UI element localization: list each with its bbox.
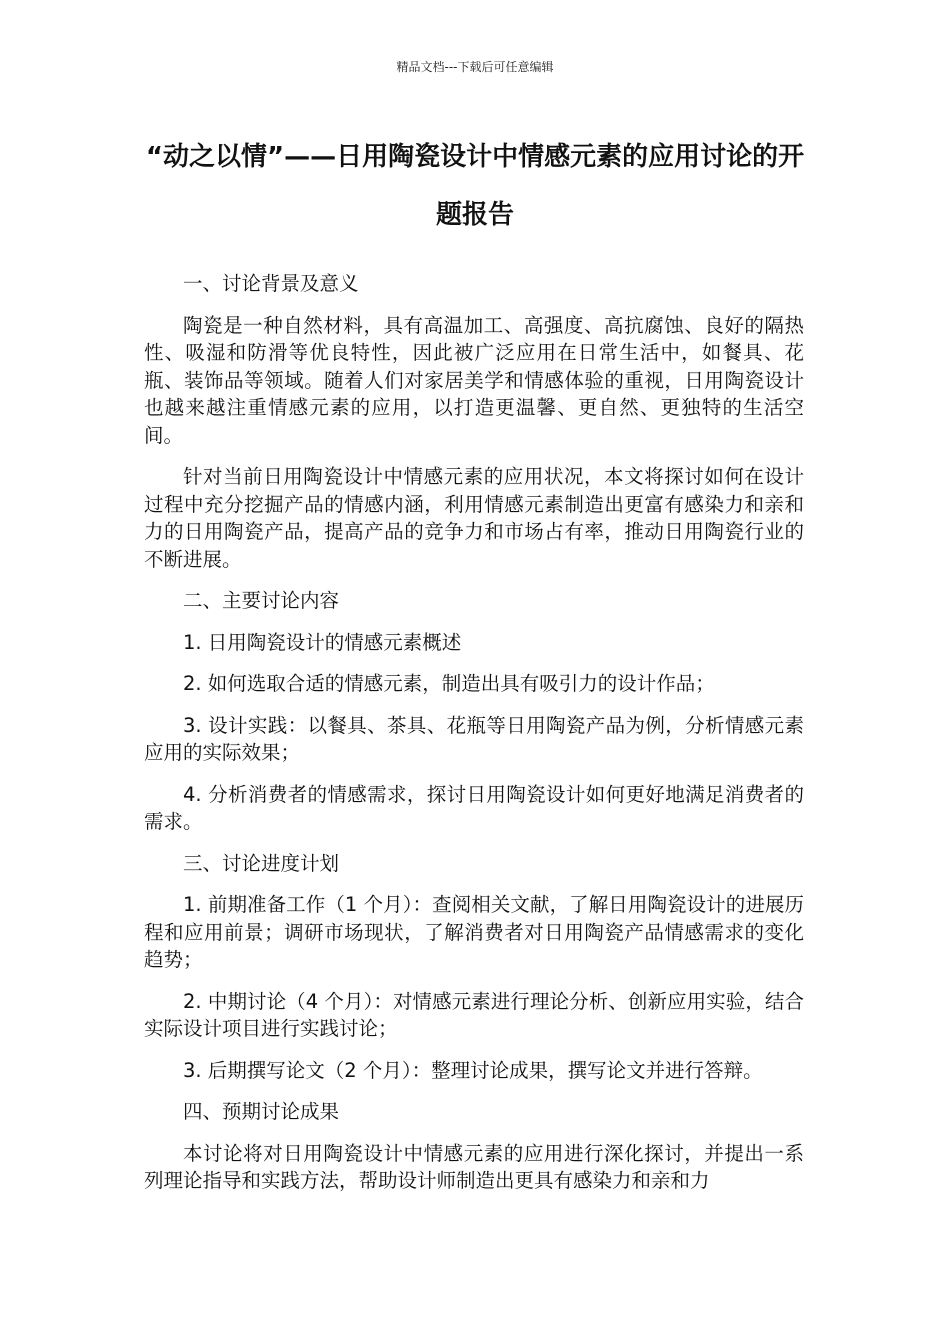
body-paragraph: 本讨论将对日用陶瓷设计中情感元素的应用进行深化探讨，并提出一系列理论指导和实践方法，帮助设计师制造出更具有感染力和亲和力	[144, 1141, 804, 1192]
list-item: 4. 分析消费者的情感需求，探讨日用陶瓷设计如何更好地满足消费者的需求。	[144, 782, 804, 833]
document-body	[144, 270, 804, 1209]
list-item: 3. 后期撰写论文（2 个月）：整理讨论成果，撰写论文并进行答辩。	[183, 1058, 763, 1082]
section-heading-outcomes: 四、预期讨论成果	[183, 1100, 340, 1123]
list-item: 2. 中期讨论（4 个月）：对情感元素进行理论分析、创新应用实验，结合实际设计项目进行实践讨论；	[144, 989, 804, 1040]
body-paragraph: 针对当前日用陶瓷设计中情感元素的应用状况，本文将探讨如何在设计过程中充分挖掘产品的情感内涵，利用情感元素制造出更富有感染力和亲和力的日用陶瓷产品，提高产品的竞争力和市场占有率，推动日用陶瓷行业的不断进展。	[144, 465, 804, 571]
section-heading-schedule: 三、讨论进度计划	[183, 851, 340, 875]
list-item: 2. 如何选取合适的情感元素，制造出具有吸引力的设计作品；	[183, 672, 715, 695]
list-item: 3. 设计实践：以餐具、茶具、花瓶等日用陶瓷产品为例，分析情感元素应用的实际效果；	[144, 713, 804, 764]
list-item: 1. 日用陶瓷设计的情感元素概述	[183, 630, 462, 654]
section-heading-content: 二、主要讨论内容	[183, 589, 340, 612]
document-title: “动之以情”——日用陶瓷设计中情感元素的应用讨论的开题报告	[145, 142, 805, 230]
section-heading-background: 一、讨论背景及意义	[183, 272, 359, 295]
list-item: 1. 前期准备工作（1 个月）：查阅相关文献，了解日用陶瓷设计的进展历程和应用前景；调研市场现状，了解消费者对日用陶瓷产品情感需求的变化趋势；	[144, 893, 804, 971]
body-paragraph: 陶瓷是一种自然材料，具有高温加工、高强度、高抗腐蚀、良好的隔热性、吸湿和防滑等优良特性，因此被广泛应用在日常生活中，如餐具、花瓶、装饰品等领域。随着人们对家居美学和情感体验的重视，日用陶瓷设计也越来越注重情感元素的应用，以打造更温馨、更自然、更独特的生活空间。	[144, 313, 804, 447]
header-note: 精品文档---下载后可任意编辑	[396, 60, 554, 74]
